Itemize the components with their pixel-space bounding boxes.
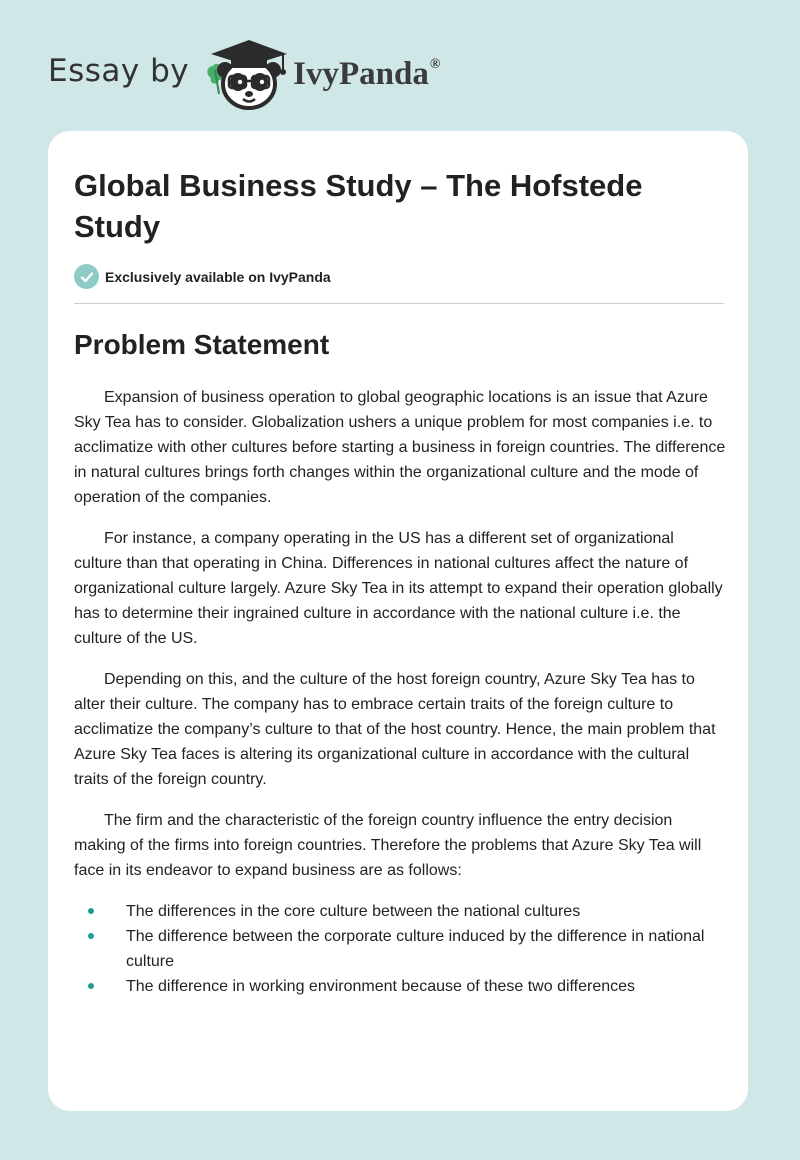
essay-card — [48, 131, 748, 1111]
list-item — [74, 924, 726, 974]
divider — [74, 303, 724, 304]
list-item-text: The difference in working environment because of these two differences — [126, 978, 636, 995]
registered-mark: ® — [429, 56, 441, 72]
paragraph: The firm and the characteristic of the foreign country influence the entry decision making of the firms into foreign countries. Therefore the problems that Azure Sky Tea will face in its endeavor to expand business are as follows: — [74, 812, 702, 879]
panda-graduate-icon — [203, 34, 295, 114]
paragraph: For instance, a company operating in the US has a different set of organizational culture than that operating in China. Differences in national cultures affect the nature of organizational culture largely. Azure Sky Tea in its attempt to expand their operation globally has to determine their ingrained culture in accordance with the national culture i.e. the culture of the US. — [74, 530, 723, 647]
badge-label: Exclusively available on IvyPanda — [105, 268, 331, 285]
problem-list — [74, 899, 726, 999]
brand-name-text: IvyPanda — [293, 55, 429, 92]
paragraph: Expansion of business operation to global geographic locations is an issue that Azure Sky Tea has to consider. Globalization ushers a unique problem for most companies i.e. to acclimatize with other cultures before starting a business in foreign countries. The difference in natural cultures brings forth changes within the organizational culture and the mode of operation of the companies. — [74, 389, 726, 506]
brand-logo[interactable] — [48, 34, 468, 114]
page-title: Global Business Study – The Hofstede Study — [74, 168, 643, 244]
check-icon — [74, 264, 99, 289]
exclusive-badge — [74, 264, 331, 289]
list-item-text: The difference between the corporate culture induced by the difference in national culture — [126, 928, 705, 970]
bullet-dot-icon — [88, 983, 94, 989]
section-heading: Problem Statement — [74, 329, 330, 360]
brand-prefix: Essay by — [48, 53, 190, 89]
paragraph: Depending on this, and the culture of the host foreign country, Azure Sky Tea has to alter their culture. The company has to embrace certain traits of the foreign culture to acclimatize the company’s culture to that of the host country. Hence, the main problem that Azure Sky Tea faces is altering its organizational culture in accordance with the cultural traits of the foreign country. — [74, 671, 716, 788]
list-item-text: The differences in the core culture between the national cultures — [126, 903, 581, 920]
brand-name — [293, 56, 440, 93]
essay-body — [74, 385, 726, 999]
list-item — [74, 899, 726, 924]
bullet-dot-icon — [88, 908, 94, 914]
bullet-dot-icon — [88, 933, 94, 939]
list-item — [74, 974, 726, 999]
